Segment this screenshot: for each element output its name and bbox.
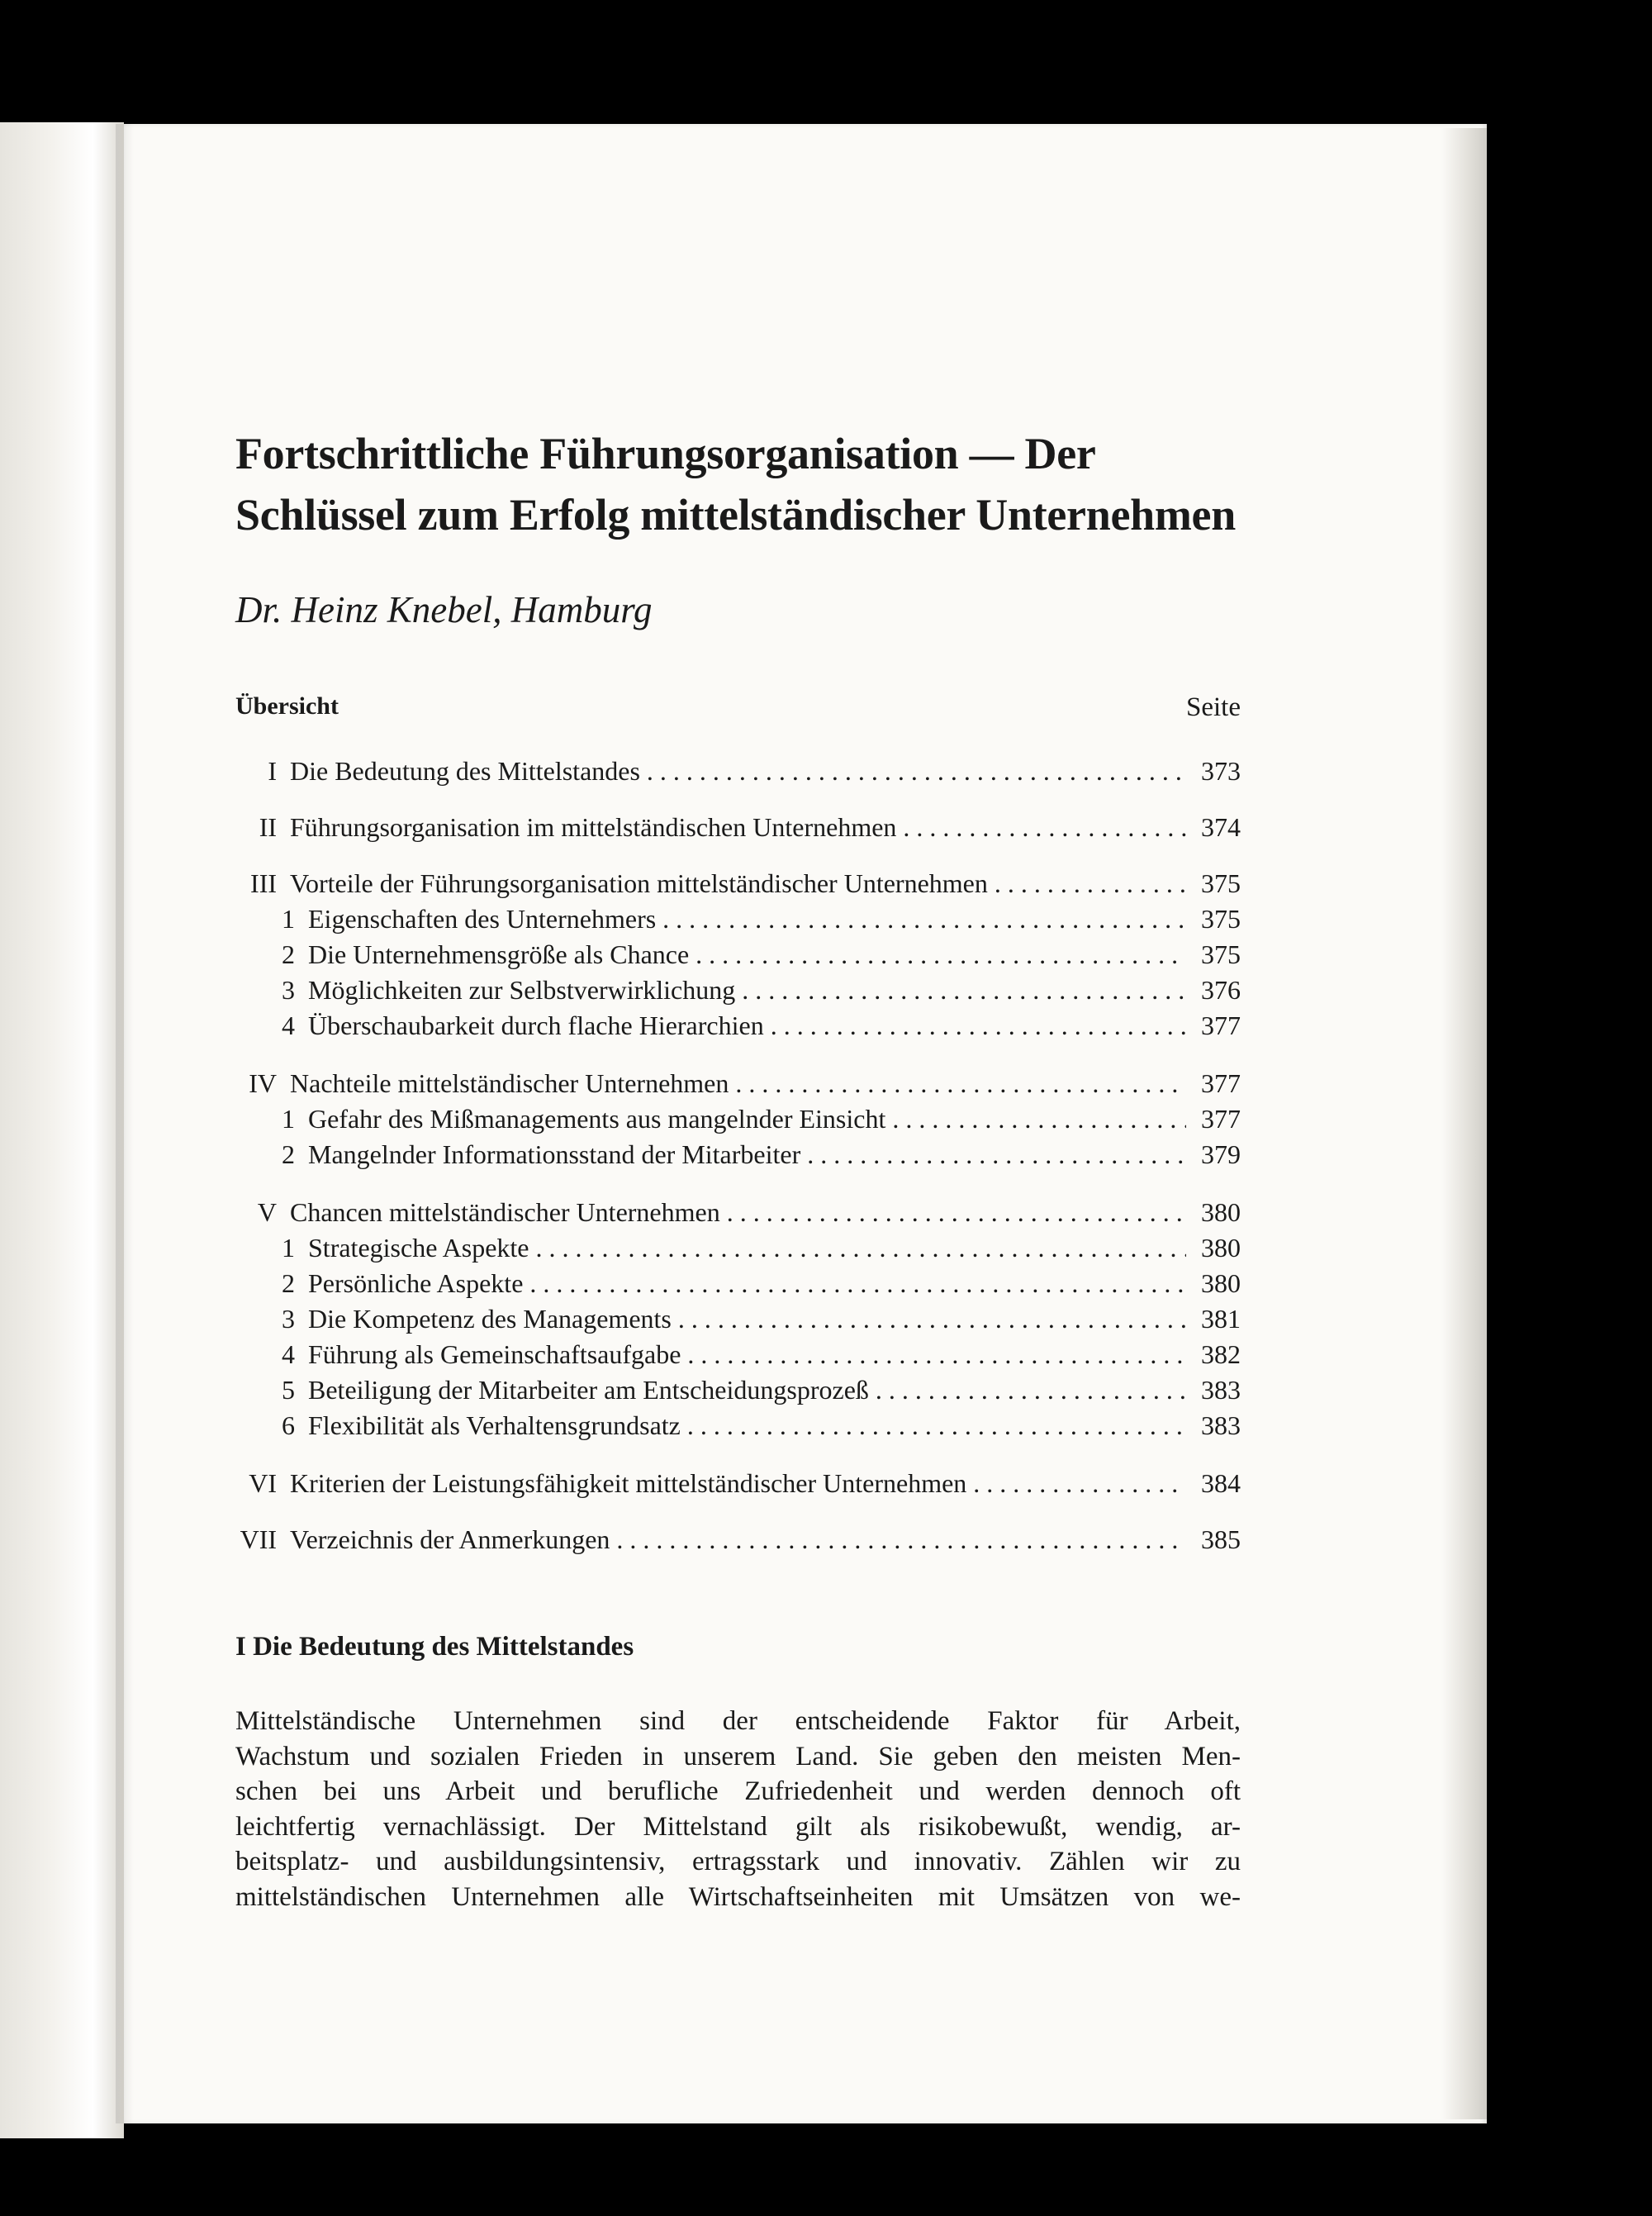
toc-entry-label: Eigenschaften des Unternehmers bbox=[308, 904, 657, 934]
toc-entry-number: IV bbox=[249, 1068, 277, 1098]
toc-entry-label: Führung als Gemeinschaftsaufgabe bbox=[308, 1339, 681, 1369]
toc-entry bbox=[235, 972, 1241, 1007]
toc-entry-page: 377 bbox=[1201, 1011, 1241, 1040]
toc-entry-number: III bbox=[250, 868, 277, 898]
article-title bbox=[235, 423, 1276, 545]
body-line: beitsplatz- und ausbildungsintensiv, ertragsstark und innovativ. Zählen wir zu bbox=[235, 1847, 1241, 1876]
toc-entry-page: 384 bbox=[1201, 1468, 1241, 1498]
toc-entry bbox=[235, 937, 1241, 972]
toc-entry-number: II bbox=[259, 812, 277, 842]
toc-entry-number: I bbox=[268, 756, 277, 786]
toc-page-heading: Seite bbox=[1186, 692, 1241, 722]
toc-entry-label: Möglichkeiten zur Selbstverwirklichung bbox=[308, 975, 736, 1005]
toc-entry bbox=[235, 1008, 1241, 1043]
toc-entry-label: Chancen mittelständischer Unternehmen bbox=[290, 1197, 720, 1227]
toc-leader-dots bbox=[529, 1266, 1186, 1301]
toc-entry-subnumber: 2 bbox=[282, 939, 295, 969]
toc-entry bbox=[235, 1101, 1241, 1136]
toc-entry bbox=[235, 1337, 1241, 1372]
toc-leader-dots bbox=[687, 1337, 1186, 1372]
title-line-2: Schlüssel zum Erfolg mittelständischer Unternehmen bbox=[235, 490, 1236, 540]
toc-entry-label: Führungsorganisation im mittelständischen Unternehmen bbox=[290, 812, 897, 842]
spine-shadow bbox=[116, 124, 134, 2123]
toc-leader-dots bbox=[742, 972, 1186, 1007]
toc-entry-number: VI bbox=[249, 1468, 277, 1498]
toc-leader-dots bbox=[687, 1408, 1186, 1443]
toc-entry-number: V bbox=[257, 1197, 277, 1227]
toc-leader-dots bbox=[662, 901, 1186, 936]
title-line-1: Fortschrittliche Führungsorganisation — Der bbox=[235, 429, 1096, 478]
toc-leader-dots bbox=[727, 1195, 1186, 1229]
toc-entry bbox=[235, 1066, 1241, 1101]
toc-entry bbox=[235, 1137, 1241, 1172]
toc-entry-page: 377 bbox=[1201, 1068, 1241, 1098]
page-right-edge bbox=[1441, 128, 1487, 2119]
toc-entry-page: 379 bbox=[1201, 1139, 1241, 1169]
toc-leader-dots bbox=[695, 937, 1186, 972]
toc-entry bbox=[235, 754, 1241, 788]
toc-entry-page: 383 bbox=[1201, 1410, 1241, 1440]
toc-entry bbox=[235, 901, 1241, 936]
toc-entry-page: 375 bbox=[1201, 939, 1241, 969]
toc-leader-dots bbox=[647, 754, 1186, 788]
toc-entry-label: Vorteile der Führungsorganisation mittelständischer Unternehmen bbox=[290, 868, 988, 898]
toc-entry-subnumber: 5 bbox=[282, 1375, 295, 1405]
toc-entry-subnumber: 3 bbox=[282, 1304, 295, 1334]
toc-entry-page: 375 bbox=[1201, 868, 1241, 898]
toc-entry bbox=[235, 1466, 1241, 1500]
toc-entry-label: Die Kompetenz des Managements bbox=[308, 1304, 672, 1334]
section-body bbox=[235, 1704, 1241, 1914]
toc-entry bbox=[235, 866, 1241, 901]
toc-entry-subnumber: 6 bbox=[282, 1410, 295, 1440]
toc-entry-subnumber: 1 bbox=[282, 904, 295, 934]
toc-leader-dots bbox=[535, 1230, 1186, 1265]
toc-entry bbox=[235, 1230, 1241, 1265]
toc-entry-page: 381 bbox=[1201, 1304, 1241, 1334]
toc-entry-label: Die Bedeutung des Mittelstandes bbox=[290, 756, 640, 786]
toc-leader-dots bbox=[903, 810, 1186, 844]
toc-entry-page: 380 bbox=[1201, 1197, 1241, 1227]
toc-entry bbox=[235, 810, 1241, 844]
toc-leader-dots bbox=[892, 1101, 1186, 1136]
body-line: leichtfertig vernachlässigt. Der Mittelstand gilt als risikobewußt, wendig, ar- bbox=[235, 1811, 1241, 1842]
toc-entry-label: Die Unternehmensgröße als Chance bbox=[308, 939, 690, 969]
toc-leader-dots bbox=[807, 1137, 1186, 1172]
toc-entry-page: 374 bbox=[1201, 812, 1241, 842]
toc-entry bbox=[235, 1372, 1241, 1407]
toc-entry-page: 373 bbox=[1201, 756, 1241, 786]
toc-entry-page: 385 bbox=[1201, 1524, 1241, 1554]
toc-entry-page: 376 bbox=[1201, 975, 1241, 1005]
toc-entry-subnumber: 1 bbox=[282, 1233, 295, 1263]
toc-header bbox=[235, 692, 1241, 734]
article-author: Dr. Heinz Knebel, Hamburg bbox=[235, 589, 653, 630]
toc-entry-page: 382 bbox=[1201, 1339, 1241, 1369]
toc-entry-label: Strategische Aspekte bbox=[308, 1233, 529, 1263]
toc-entry-label: Nachteile mittelständischer Unternehmen bbox=[290, 1068, 729, 1098]
toc-entry-subnumber: 4 bbox=[282, 1339, 295, 1369]
toc-leader-dots bbox=[876, 1372, 1186, 1407]
toc-leader-dots bbox=[616, 1522, 1186, 1557]
toc-entry bbox=[235, 1195, 1241, 1229]
book-left-edge bbox=[0, 122, 124, 2138]
toc-leader-dots bbox=[973, 1466, 1186, 1500]
toc-entry-page: 375 bbox=[1201, 904, 1241, 934]
body-line: Wachstum und sozialen Frieden in unserem Land. Sie geben den meisten Men- bbox=[235, 1741, 1241, 1771]
toc-entry-page: 377 bbox=[1201, 1104, 1241, 1134]
toc-leader-dots bbox=[678, 1301, 1186, 1336]
toc-entry bbox=[235, 1301, 1241, 1336]
toc-entry-label: Beteiligung der Mitarbeiter am Entscheidungsprozeß bbox=[308, 1375, 869, 1405]
toc-entry-subnumber: 4 bbox=[282, 1011, 295, 1040]
toc-entry bbox=[235, 1266, 1241, 1301]
toc-entry bbox=[235, 1408, 1241, 1443]
body-line: mittelständischen Unternehmen alle Wirtschaftseinheiten mit Umsätzen von we- bbox=[235, 1881, 1241, 1912]
toc-leader-dots bbox=[771, 1008, 1186, 1043]
toc-entry-label: Überschaubarkeit durch flache Hierarchien bbox=[308, 1011, 764, 1040]
toc-leader-dots bbox=[995, 866, 1186, 901]
toc-entry-label: Flexibilität als Verhaltensgrundsatz bbox=[308, 1410, 681, 1440]
toc-entry-subnumber: 2 bbox=[282, 1268, 295, 1298]
toc-entry-label: Persönliche Aspekte bbox=[308, 1268, 524, 1298]
toc-entry-page: 380 bbox=[1201, 1233, 1241, 1263]
toc-entry-page: 380 bbox=[1201, 1268, 1241, 1298]
toc-entry-label: Kriterien der Leistungsfähigkeit mittelständischer Unternehmen bbox=[290, 1468, 967, 1498]
section-heading: I Die Bedeutung des Mittelstandes bbox=[235, 1632, 634, 1662]
toc-entry-subnumber: 1 bbox=[282, 1104, 295, 1134]
toc-entry bbox=[235, 1522, 1241, 1557]
toc-entry-subnumber: 2 bbox=[282, 1139, 295, 1169]
toc-entry-label: Gefahr des Mißmanagements aus mangelnder Einsicht bbox=[308, 1104, 886, 1134]
toc-leader-dots bbox=[735, 1066, 1186, 1101]
toc-entry-page: 383 bbox=[1201, 1375, 1241, 1405]
toc-entry-number: VII bbox=[240, 1524, 277, 1554]
toc-heading: Übersicht bbox=[235, 692, 339, 720]
body-line: Mittelständische Unternehmen sind der entscheidende Faktor für Arbeit, bbox=[235, 1706, 1241, 1736]
toc-entry-subnumber: 3 bbox=[282, 975, 295, 1005]
body-line: schen bei uns Arbeit und berufliche Zufriedenheit und werden dennoch oft bbox=[235, 1776, 1241, 1806]
toc-entry-label: Verzeichnis der Anmerkungen bbox=[290, 1524, 610, 1554]
toc-entry-label: Mangelnder Informationsstand der Mitarbeiter bbox=[308, 1139, 801, 1169]
